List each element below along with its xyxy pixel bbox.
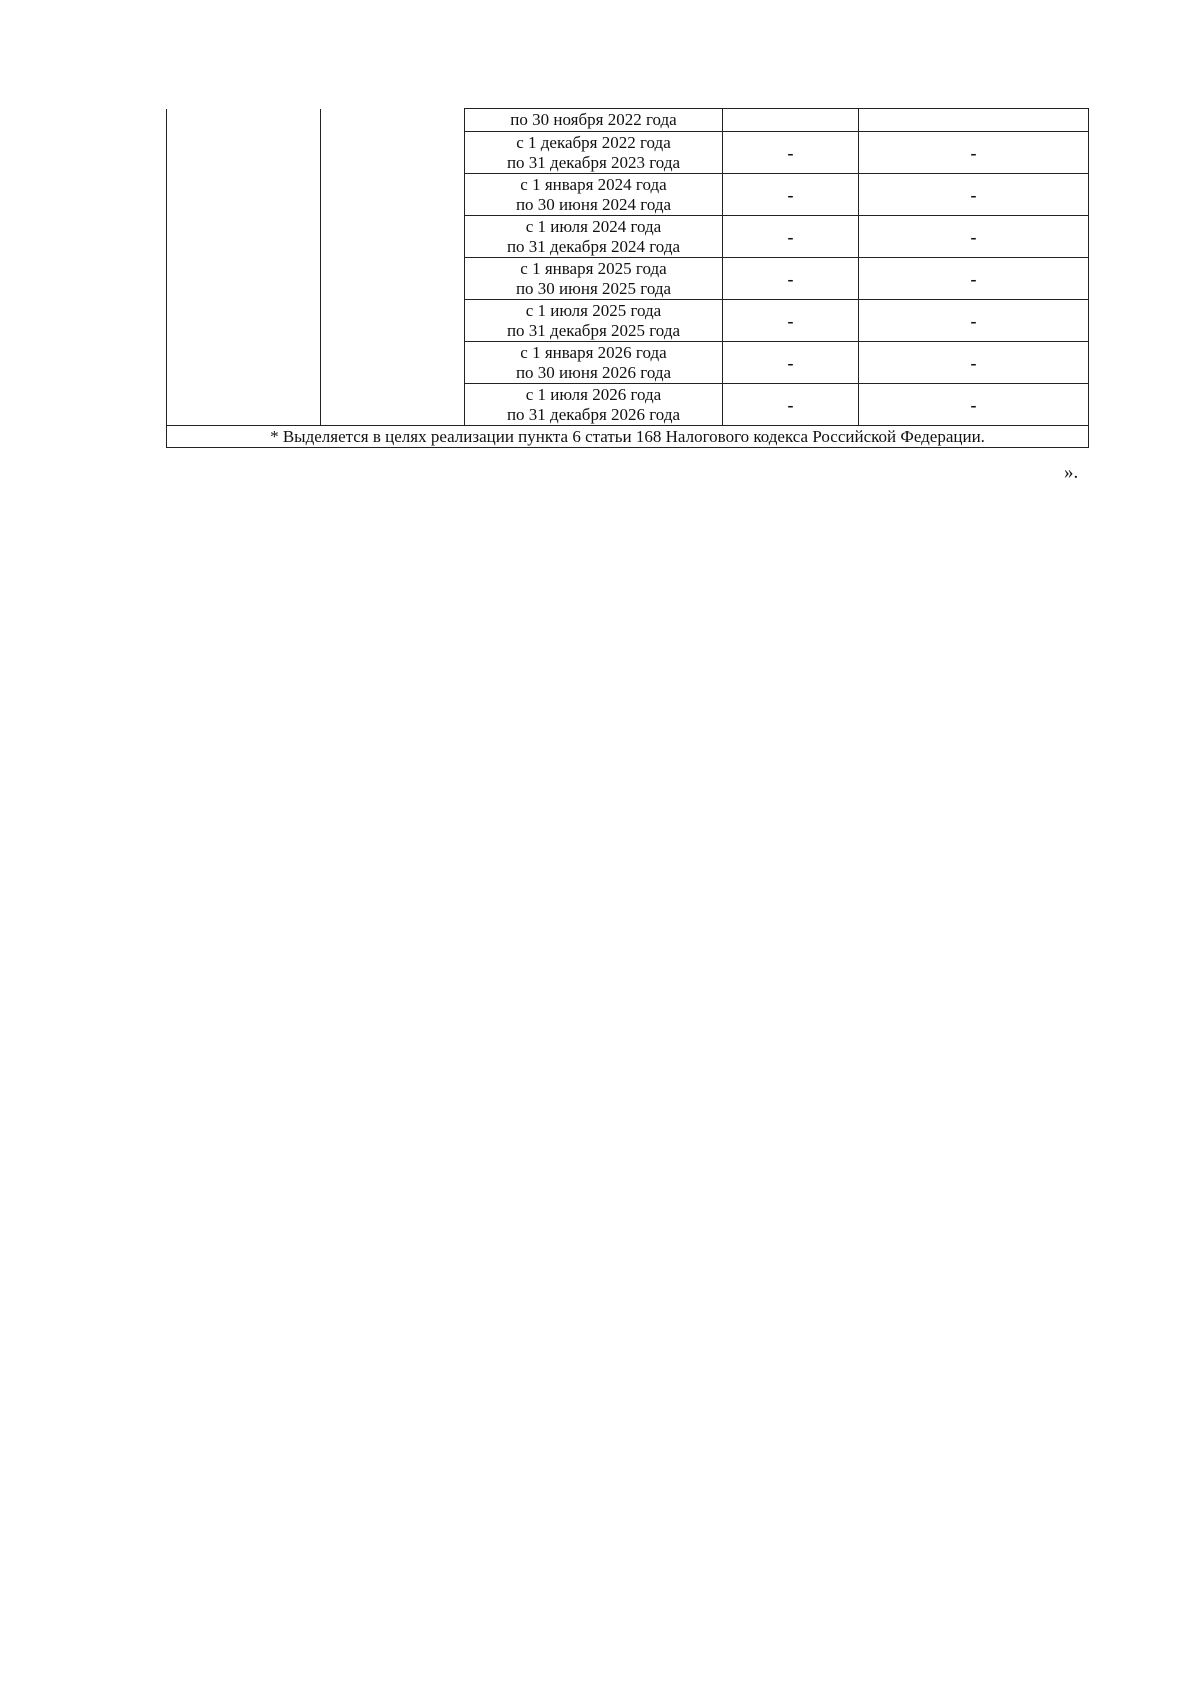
period-cell: с 1 июля 2026 года по 31 декабря 2026 года <box>465 384 723 426</box>
period-cell: с 1 января 2024 года по 30 июня 2024 года <box>465 174 723 216</box>
period-cell: с 1 января 2026 года по 30 июня 2026 года <box>465 342 723 384</box>
value-cell: - <box>859 174 1089 216</box>
rates-table <box>166 108 1089 448</box>
value-cell: - <box>723 342 859 384</box>
period-cell: с 1 июля 2024 года по 31 декабря 2024 года <box>465 216 723 258</box>
merged-cell-col2 <box>321 109 465 426</box>
value-cell: - <box>723 216 859 258</box>
table-row <box>167 109 1089 132</box>
value-cell: - <box>859 300 1089 342</box>
footnote-row <box>167 426 1089 448</box>
value-cell: - <box>859 384 1089 426</box>
period-cell: с 1 июля 2025 года по 31 декабря 2025 года <box>465 300 723 342</box>
value-cell <box>859 109 1089 132</box>
value-cell: - <box>859 258 1089 300</box>
value-cell <box>723 109 859 132</box>
period-cell: с 1 декабря 2022 года по 31 декабря 2023 года <box>465 132 723 174</box>
value-cell: - <box>859 342 1089 384</box>
value-cell: - <box>723 132 859 174</box>
period-cell: с 1 января 2025 года по 30 июня 2025 года <box>465 258 723 300</box>
value-cell: - <box>723 174 859 216</box>
closing-quote-mark: ». <box>1064 462 1079 483</box>
value-cell: - <box>723 258 859 300</box>
value-cell: - <box>723 300 859 342</box>
value-cell: - <box>723 384 859 426</box>
period-cell: по 30 ноября 2022 года <box>465 109 723 132</box>
merged-cell-col1 <box>167 109 321 426</box>
value-cell: - <box>859 132 1089 174</box>
value-cell: - <box>859 216 1089 258</box>
footnote-text: * Выделяется в целях реализации пункта 6 статьи 168 Налогового кодекса Российской Федерации. <box>167 426 1089 448</box>
